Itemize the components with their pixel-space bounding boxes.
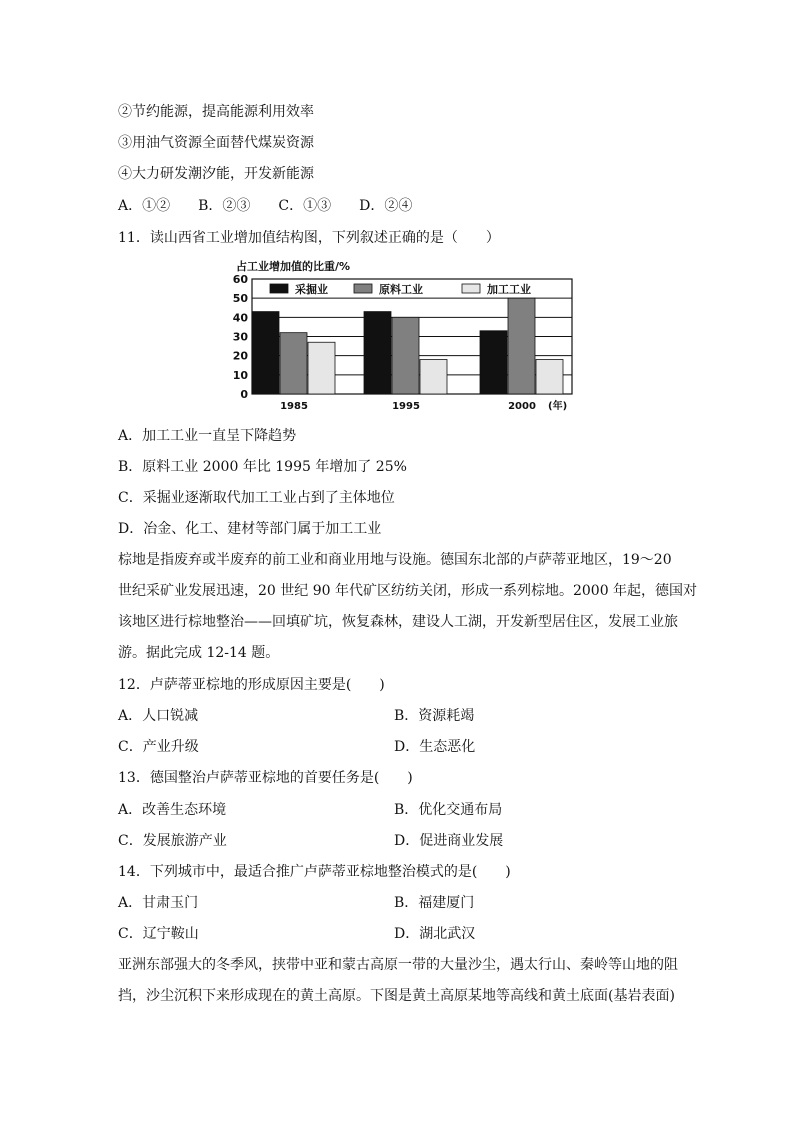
bar bbox=[392, 317, 419, 394]
y-tick-label: 10 bbox=[232, 368, 248, 382]
bar bbox=[508, 298, 535, 394]
passage-brownfield-line-4: 游。据此完成 12-14 题。 bbox=[118, 645, 280, 661]
q13-stem: 13．德国整治卢萨蒂亚棕地的首要任务是( ) bbox=[118, 770, 413, 786]
chart-title: 占工业增加值的比重/% bbox=[236, 260, 351, 273]
legend-swatch bbox=[462, 284, 480, 293]
passage-brownfield-line-1: 棕地是指废弃或半废弃的前工业和商业用地与设施。德国东北部的卢萨蒂亚地区，19～20 bbox=[118, 552, 672, 568]
bar bbox=[252, 312, 279, 394]
q10-choices: A．①② B．②③ C．①③ D．②④ bbox=[118, 198, 413, 214]
legend-swatch bbox=[354, 284, 372, 293]
industry-structure-chart bbox=[230, 258, 580, 414]
x-tick-label: 2000 bbox=[508, 401, 536, 412]
legend-label: 采掘业 bbox=[295, 283, 328, 296]
q11-option-c: C．采掘业逐渐取代加工工业占到了主体地位 bbox=[118, 490, 395, 506]
chart-svg bbox=[230, 258, 580, 414]
option-line-3: ③用油气资源全面替代煤炭资源 bbox=[118, 135, 314, 151]
legend-label: 原料工业 bbox=[379, 283, 423, 296]
y-tick-label: 40 bbox=[232, 311, 248, 325]
option-line-2: ②节约能源，提高能源利用效率 bbox=[118, 104, 314, 120]
passage-brownfield-line-2: 世纪采矿业发展迅速，20 世纪 90 年代矿区纺纺关闭，形成一系列棕地。2000 年起，德国对 bbox=[118, 583, 698, 599]
q14-option-a: A．甘肃玉门 bbox=[118, 895, 199, 911]
passage-loess-line-2: 挡，沙尘沉积下来形成现在的黄土高原。下图是黄土高原某地等高线和黄土底面(基岩表面) bbox=[118, 988, 675, 1004]
q12-option-a: A．人口锐减 bbox=[118, 708, 199, 724]
q14-stem: 14．下列城市中，最适合推广卢萨蒂亚棕地整治模式的是( ) bbox=[118, 864, 511, 880]
passage-loess-line-1: 亚洲东部强大的冬季风，挟带中亚和蒙古高原一带的大量沙尘，遇太行山、秦岭等山地的阻 bbox=[118, 957, 678, 973]
q14-option-b: B．福建厦门 bbox=[394, 895, 475, 911]
q12-option-b: B．资源耗竭 bbox=[394, 708, 475, 724]
bar bbox=[420, 360, 447, 395]
q13-option-c: C．发展旅游产业 bbox=[118, 833, 227, 849]
x-axis-label: (年) bbox=[548, 401, 568, 412]
q14-option-d: D．湖北武汉 bbox=[394, 926, 476, 942]
bar bbox=[480, 331, 507, 394]
option-line-4: ④大力研发潮汐能，开发新能源 bbox=[118, 166, 314, 182]
legend-label: 加工工业 bbox=[487, 283, 531, 296]
y-tick-label: 30 bbox=[232, 330, 248, 344]
bar bbox=[364, 312, 391, 394]
x-tick-label: 1995 bbox=[392, 401, 420, 412]
q13-option-d: D．促进商业发展 bbox=[394, 833, 504, 849]
y-tick-label: 60 bbox=[232, 273, 248, 286]
q12-stem: 12．卢萨蒂亚棕地的形成原因主要是( ) bbox=[118, 677, 385, 693]
legend-swatch bbox=[270, 284, 288, 293]
bar bbox=[308, 342, 335, 394]
passage-brownfield-line-3: 该地区进行棕地整治——回填矿坑，恢复森林，建设人工湖，开发新型居住区，发展工业旅 bbox=[118, 614, 678, 630]
x-tick-label: 1985 bbox=[280, 401, 308, 412]
y-tick-label: 50 bbox=[232, 292, 248, 306]
q13-option-b: B．优化交通布局 bbox=[394, 802, 503, 818]
bar bbox=[536, 360, 563, 395]
q13-option-a: A．改善生态环境 bbox=[118, 802, 227, 818]
q11-option-a: A．加工工业一直呈下降趋势 bbox=[118, 428, 297, 444]
q11-option-d: D．冶金、化工、建材等部门属于加工工业 bbox=[118, 521, 382, 537]
q11-option-b: B．原料工业 2000 年比 1995 年增加了 25% bbox=[118, 459, 407, 475]
y-tick-label: 20 bbox=[232, 349, 248, 363]
q12-option-d: D．生态恶化 bbox=[394, 739, 476, 755]
y-tick-label: 0 bbox=[240, 388, 248, 401]
q12-option-c: C．产业升级 bbox=[118, 739, 199, 755]
bar bbox=[280, 333, 307, 394]
q14-option-c: C．辽宁鞍山 bbox=[118, 926, 199, 942]
q11-stem: 11．读山西省工业增加值结构图，下列叙述正确的是（ ） bbox=[118, 230, 500, 246]
